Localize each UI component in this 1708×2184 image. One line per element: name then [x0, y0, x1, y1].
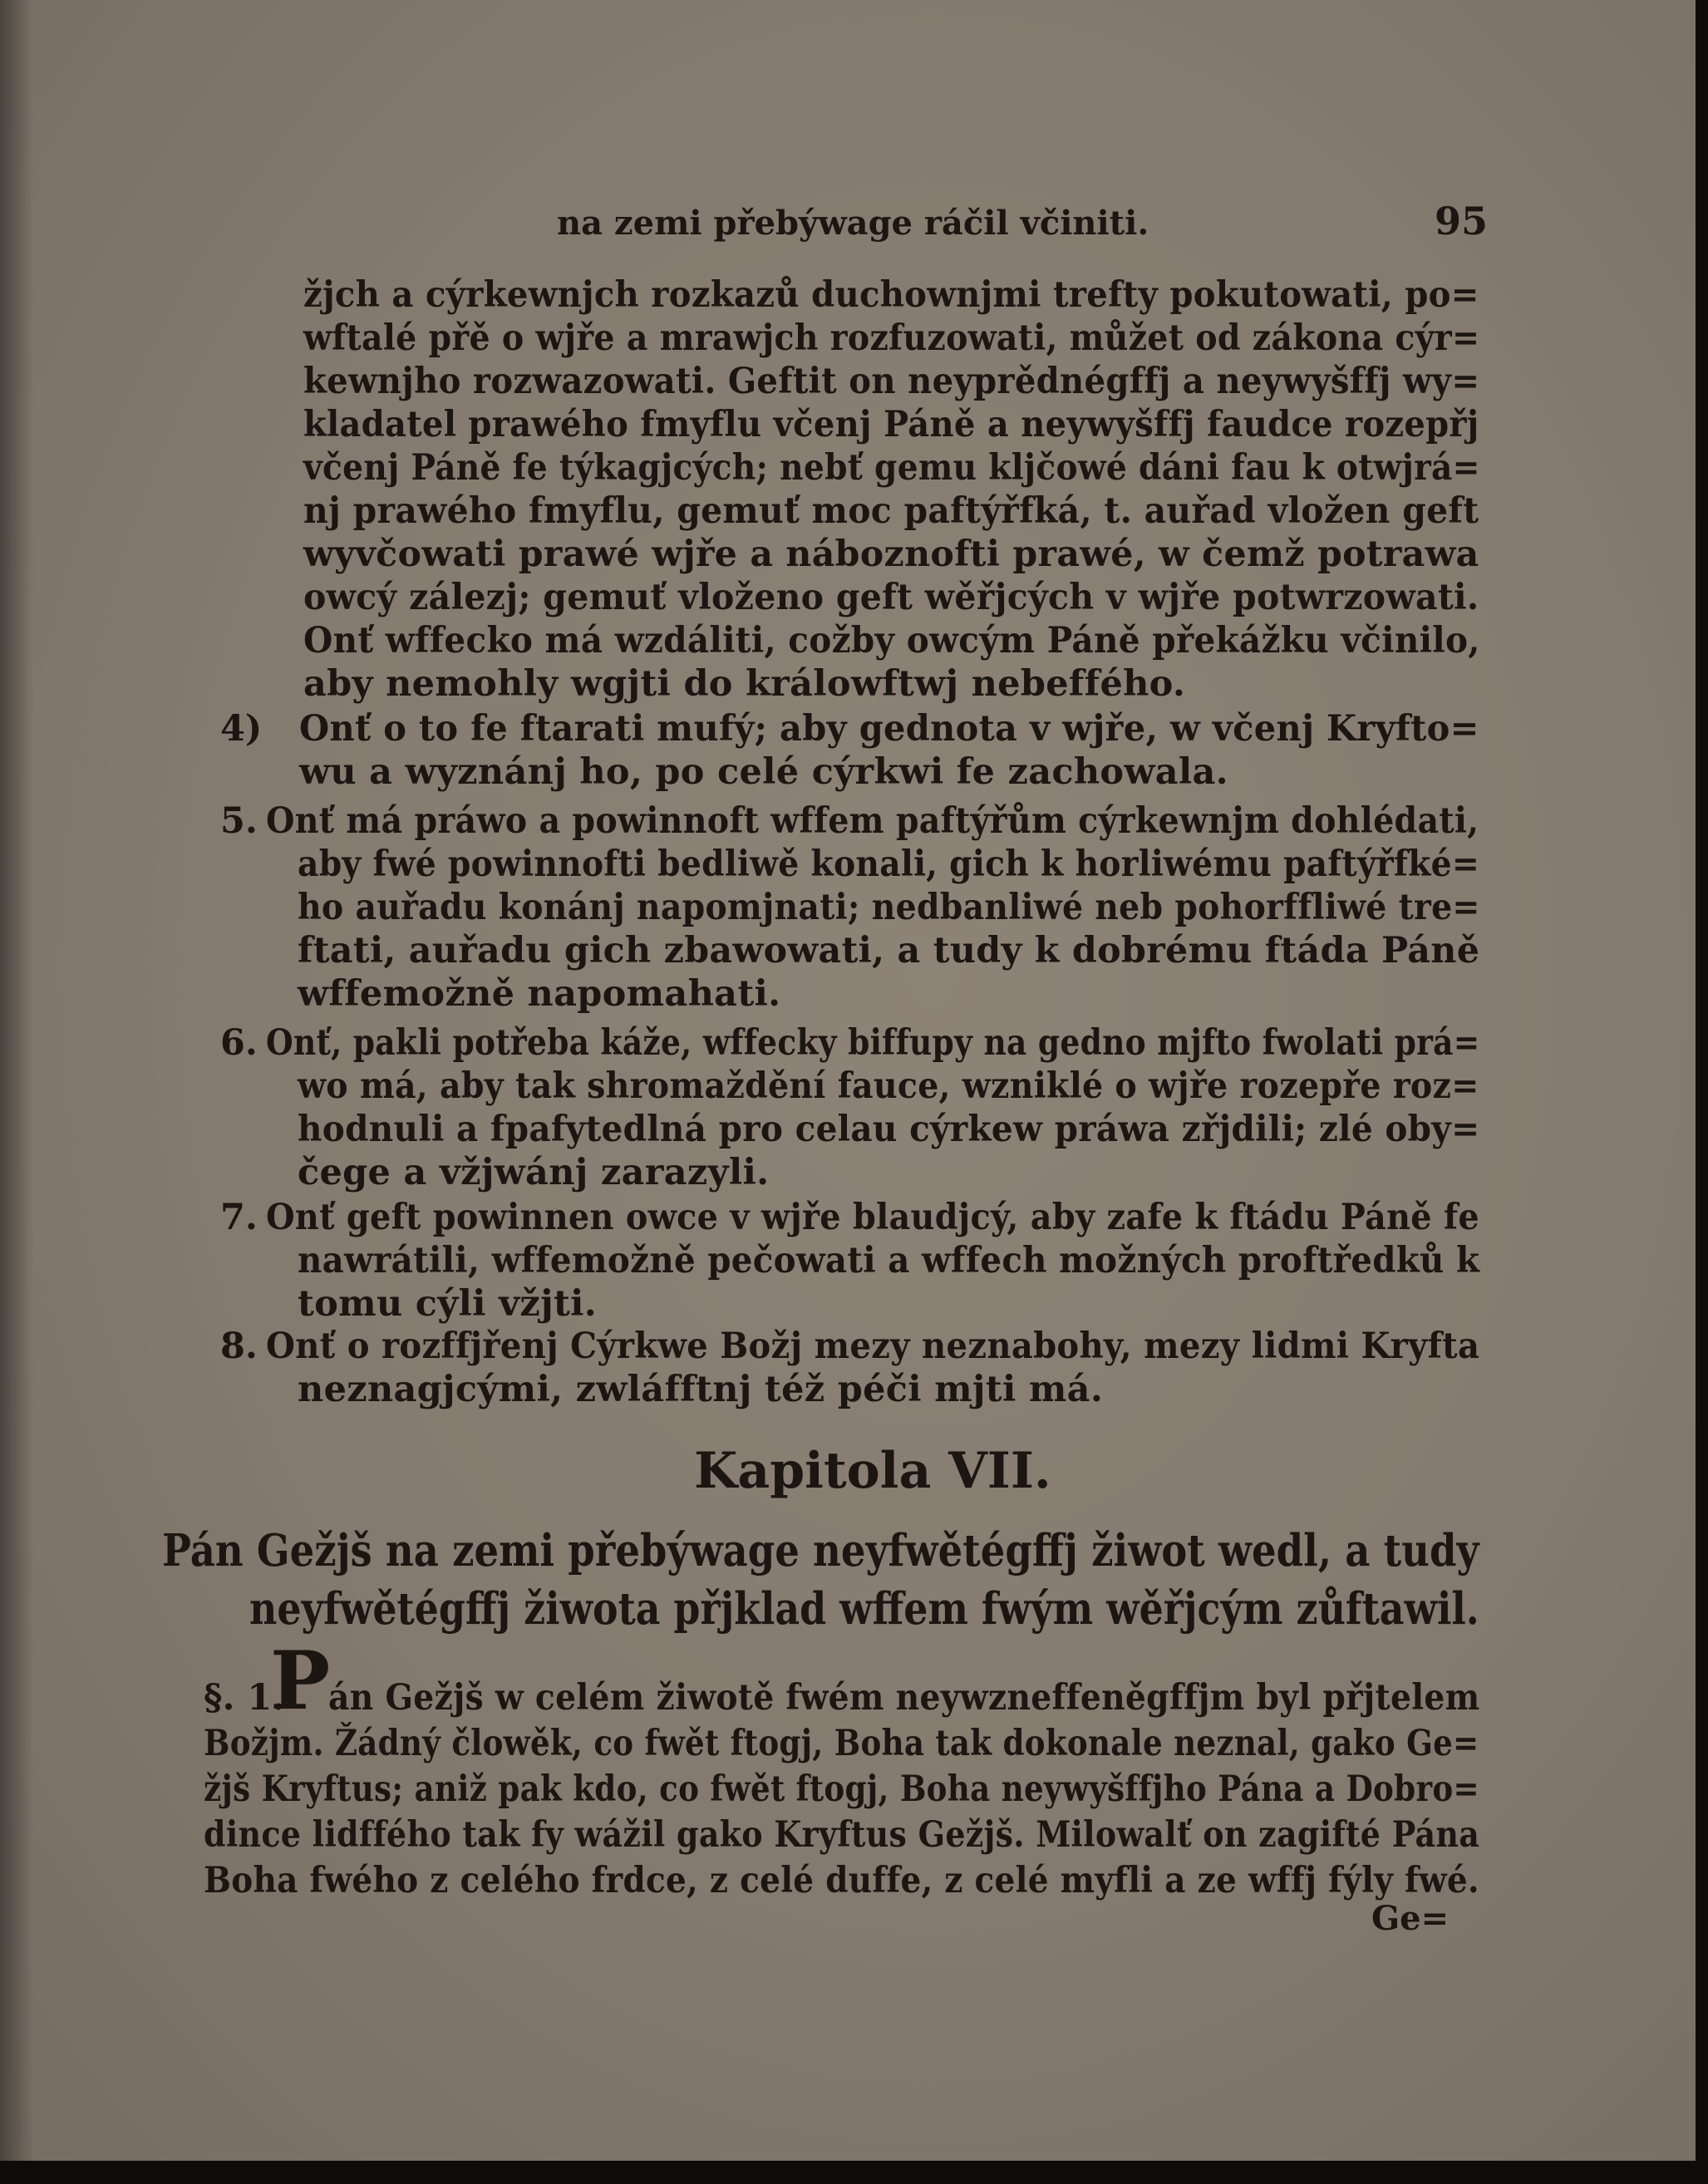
text-line: tomu cýli vžjti.	[298, 1283, 598, 1325]
text-line: nj prawého fmyflu, gemuť moc paftýřfká, t. auřad vložen geft	[303, 490, 1479, 532]
text-line: owcý zálezj; gemuť vloženo geft wěřjcých v wjře potwrzowati.	[303, 577, 1479, 618]
text-line: wftalé přě o wjře a mrawjch rozfuzowati, můžet od zákona cýr=	[303, 317, 1480, 359]
text-line: ho auřadu konánj napomjnati; nedbanliwé neb pohorffliwé tre=	[298, 887, 1480, 928]
text-line: Onť má práwo a powinnoft wffem paftýřům cýrkewnjm dohlédati,	[266, 800, 1479, 842]
text-line: ftati, auřadu gich zbawowati, a tudy k dobrému ftáda Páně	[298, 930, 1480, 971]
text-line: Onť geft powinnen owce v wjře blaudjcý, aby zafe k ftádu Páně fe	[266, 1197, 1479, 1238]
text-line: žjš Kryftus; aniž pak kdo, co fwět ftogj, Boha neywyšffjho Pána a Dobro=	[204, 1768, 1479, 1810]
text-line: wo má, aby tak shromaždění fauce, wzniklé o wjře rozepře roz=	[298, 1065, 1479, 1107]
text-line: aby fwé powinnofti bedliwě konali, gich k horliwému paftýřfké=	[298, 844, 1480, 885]
text-line: dince lidffého tak fy wážil gako Kryftus Gežjš. Milowalť on zagifté Pána	[204, 1814, 1480, 1856]
text-line: Boha fwého z celého frdce, z celé duffe, z celé myfli a ze wffj fýly fwé.	[204, 1860, 1479, 1901]
text-line: Onť o to fe ftarati mufý; aby gednota v wjře, w včenj Kryfto=	[299, 708, 1479, 750]
chapter-title-line: neyfwětégffj žiwota přjklad wffem fwým wěřjcým zůftawil.	[249, 1583, 1479, 1635]
text-line: neznagjcými, zwláfftnj též péči mjti má.	[298, 1369, 1104, 1410]
item-number: 6.	[220, 1022, 258, 1064]
chapter-title-line: Pán Gežjš na zemi přebýwage neyfwětégffj žiwot wedl, a tudy	[162, 1525, 1479, 1577]
text-line: wyvčowati prawé wjře a náboznofti prawé, w čemž potrawa	[303, 534, 1479, 575]
text-line: Božjm. Žádný člowěk, co fwět ftogj, Boha tak dokonale neznal, gako Ge=	[204, 1723, 1479, 1764]
item-number: 7.	[220, 1197, 258, 1238]
running-head: na zemi přebýwage ráčil včiniti.	[557, 204, 1149, 243]
text-line: Onť wffecko má wzdáliti, cožby owcým Páně překážku včinilo,	[303, 620, 1480, 662]
text-line: žjch a cýrkewnjch rozkazů duchownjmi trefty pokutowati, po=	[303, 274, 1479, 316]
text-line: wu a wyznánj ho, po celé cýrkwi fe zachowala.	[299, 751, 1228, 793]
text-line: kladatel prawého fmyflu včenj Páně a neywyšffj faudce rozepřj	[303, 404, 1479, 445]
page-header	[308, 199, 1488, 245]
text-line: včenj Páně fe týkagjcých; nebť gemu kljčowé dáni fau k otwjrá=	[303, 447, 1480, 489]
text-line: čege a vžjwánj zarazyli.	[298, 1152, 770, 1193]
item-number: 8.	[220, 1326, 258, 1367]
chapter-heading: Kapitola VII.	[694, 1442, 1051, 1500]
text-line: hodnuli a fpafytedlná pro celau cýrkew práwa zřjdili; zlé oby=	[298, 1109, 1480, 1150]
text-line: nawrátili, wffemožně pečowati a wffech možných proftředků k	[298, 1240, 1480, 1281]
page-number: 95	[1434, 199, 1488, 243]
text-line: án Gežjš w celém žiwotě fwém neywzneffeněgffjm byl přjtelem	[328, 1677, 1480, 1719]
section-mark: §. 1.	[204, 1677, 285, 1719]
text-line: wffemožně napomahati.	[298, 973, 781, 1015]
text-line: kewnjho rozwazowati. Geftit on neyprědnégffj a neywyšffj wy=	[303, 361, 1480, 402]
text-line: Onť o rozffjřenj Cýrkwe Božj mezy neznabohy, mezy lidmi Kryfta	[266, 1326, 1480, 1367]
drop-initial: P	[270, 1634, 331, 1728]
item-number: 4)	[220, 708, 263, 750]
text-line: Onť, pakli potřeba káže, wffecky biffupy na gedno mjfto fwolati prá=	[266, 1022, 1480, 1064]
item-number: 5.	[220, 800, 258, 842]
catchword: Ge=	[1371, 1899, 1450, 1938]
text-line: aby nemohly wgjti do králowftwj nebeffého.	[303, 663, 1186, 705]
binding-shadow	[0, 0, 33, 2161]
